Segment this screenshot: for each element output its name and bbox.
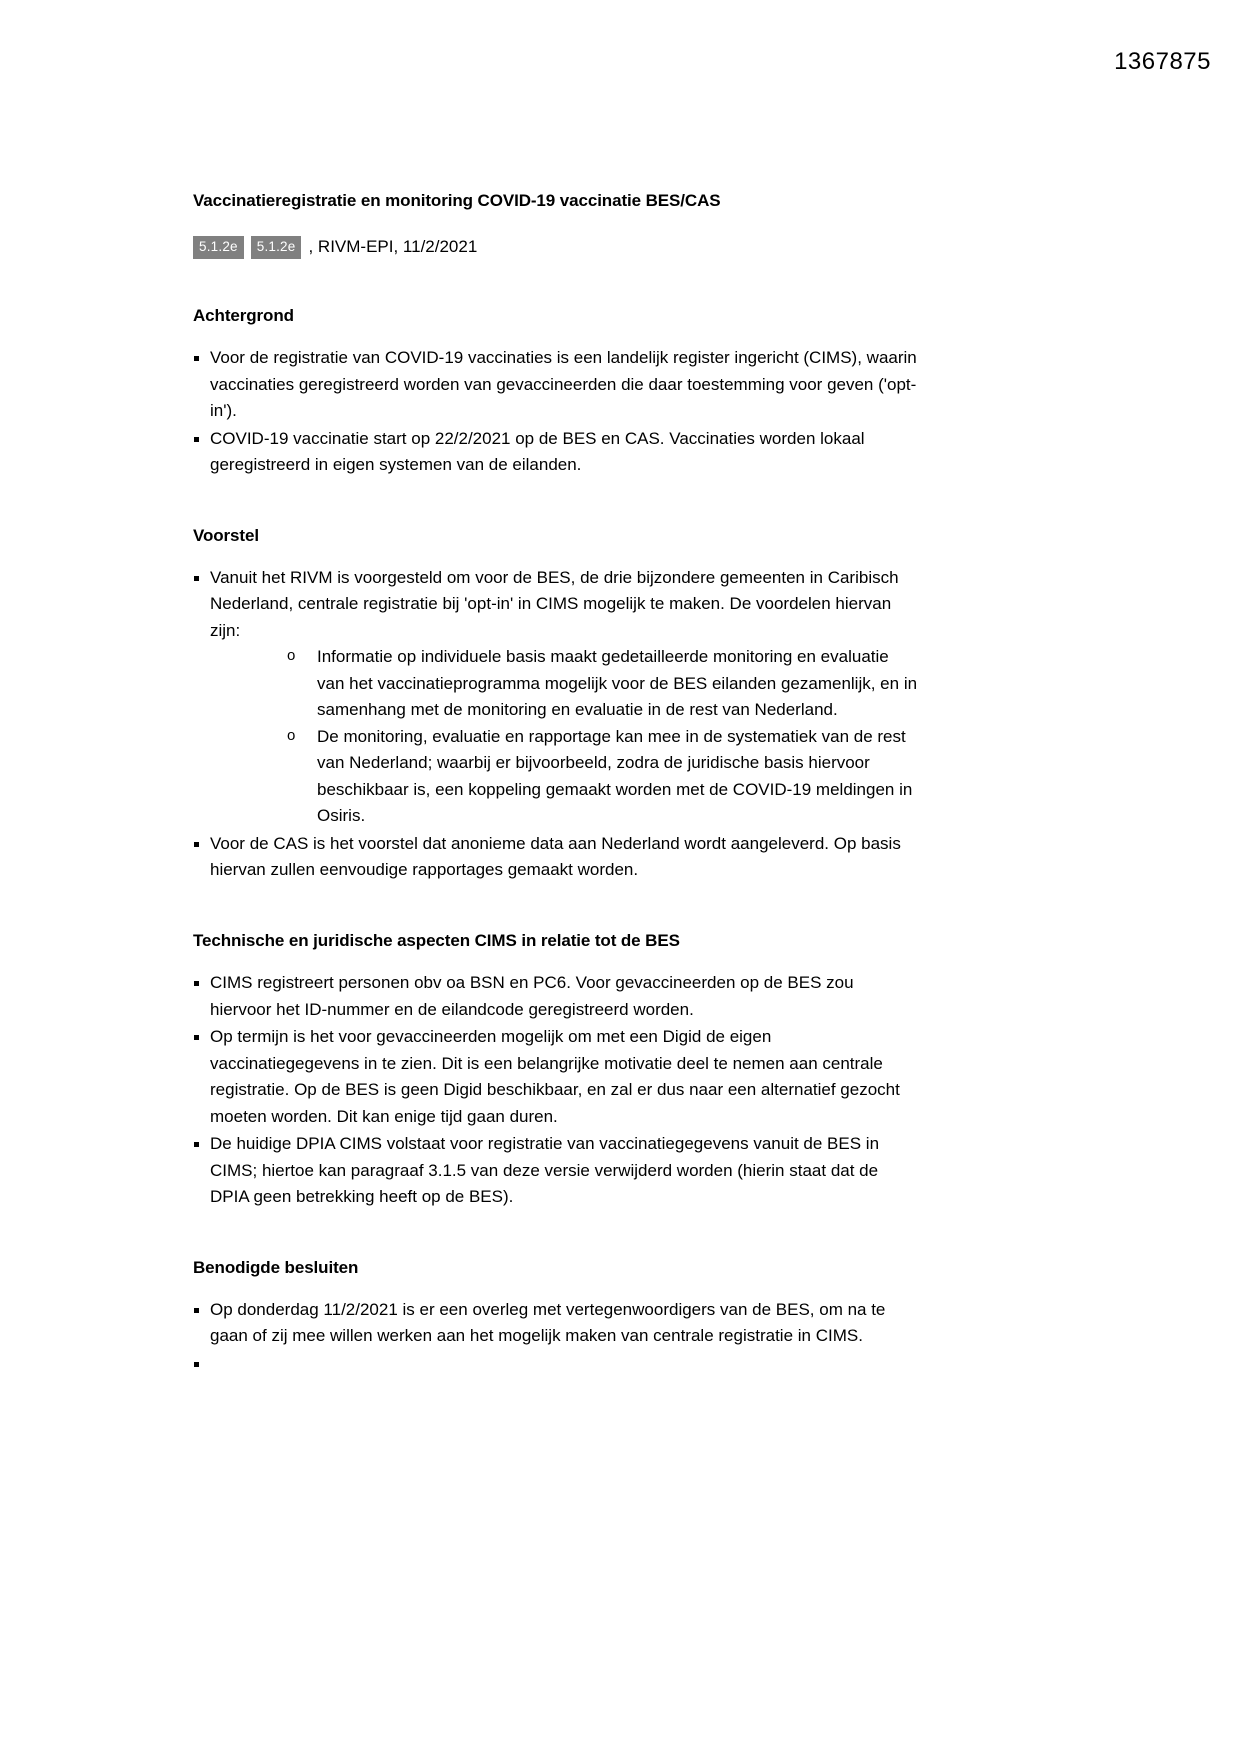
list-item bbox=[193, 1024, 918, 1130]
bullet-list bbox=[193, 565, 918, 884]
section-achtergrond bbox=[193, 305, 918, 479]
bullet-text: Op termijn is het voor gevaccineerden mogelijk om met een Digid de eigen vaccinatiegegevens in te zien. Dit is een belangrijke motivatie deel te nemen aan centrale registratie. Op de BES is geen Digid beschikbaar, en zal er dus naar een alternatief gezocht moeten worden. Dit kan enige tijd gaan duren. bbox=[210, 1027, 900, 1126]
sub-bullet-text: Informatie op individuele basis maakt gedetailleerde monitoring en evaluatie van het vaccinatieprogramma mogelijk voor de BES eilanden gezamenlijk, en in samenhang met de monitoring en evaluatie in de rest van Nederland. bbox=[317, 647, 918, 720]
section-technische-juridische-aspecten bbox=[193, 930, 918, 1211]
bullet-text: Vanuit het RIVM is voorgesteld om voor de BES, de drie bijzondere gemeenten in Caribisch Nederland, centrale registratie bij 'opt-in' in CIMS mogelijk te maken. De voordelen hiervan zijn: bbox=[210, 567, 899, 640]
sub-bullet-list bbox=[210, 644, 918, 830]
document-title: Vaccinatieregistratie en monitoring COVID-19 vaccinatie BES/CAS bbox=[193, 191, 721, 210]
bullet-text: Voor de registratie van COVID-19 vaccinaties is een landelijk register ingericht (CIMS), waarin vaccinaties geregistreerd worden van gevaccineerden die daar toestemming voor geven ('opt-in'). bbox=[210, 348, 917, 421]
redaction-box-1: 5.1.2e bbox=[193, 236, 244, 259]
list-item bbox=[193, 565, 918, 830]
bullet-text: Voor de CAS is het voorstel dat anonieme data aan Nederland wordt aangeleverd. Op basis hiervan zullen eenvoudige rapportages gemaakt worden. bbox=[210, 833, 901, 880]
document-byline bbox=[193, 236, 918, 259]
list-item-empty bbox=[193, 1351, 918, 1371]
section-heading: Voorstel bbox=[193, 525, 259, 545]
bullet-text: De huidige DPIA CIMS volstaat voor registratie van vaccinatiegegevens vanuit de BES in CIMS; hiertoe kan paragraaf 3.1.5 van deze versie verwijderd worden (hierin staat dat de DPIA geen betrekking heeft op de BES). bbox=[210, 1134, 880, 1207]
sub-bullet-text: De monitoring, evaluatie en rapportage kan mee in de systematiek van de rest van Nederland; waarbij er bijvoorbeeld, zodra de juridische basis hiervoor beschikbaar is, een koppeling gemaakt worden met de COVID-19 meldingen in Osiris. bbox=[317, 726, 913, 826]
bullet-list bbox=[193, 970, 918, 1211]
section-heading: Benodigde besluiten bbox=[193, 1257, 359, 1277]
byline-text: , RIVM-EPI, 11/2/2021 bbox=[308, 237, 478, 257]
section-heading: Achtergrond bbox=[193, 306, 294, 326]
section-heading: Technische en juridische aspecten CIMS in relatie tot de BES bbox=[193, 930, 680, 950]
document-body bbox=[193, 190, 918, 1372]
document-number: 1367875 bbox=[1114, 48, 1211, 75]
bullet-text: CIMS registreert personen obv oa BSN en PC6. Voor gevaccineerden op de BES zou hiervoor het ID-nummer en de eilandcode geregistreerd worden. bbox=[210, 973, 854, 1019]
sub-list-item bbox=[283, 724, 918, 830]
bullet-list bbox=[193, 345, 918, 479]
bullet-list bbox=[193, 1297, 918, 1371]
list-item bbox=[193, 345, 918, 425]
redaction-box-2: 5.1.2e bbox=[251, 236, 302, 259]
section-voorstel bbox=[193, 525, 918, 884]
list-item bbox=[193, 1297, 918, 1350]
bullet-text: Op donderdag 11/2/2021 is er een overleg met vertegenwoordigers van de BES, om na te gaan of zij mee willen werken aan het mogelijk maken van centrale registratie in CIMS. bbox=[210, 1299, 886, 1346]
bullet-text: COVID-19 vaccinatie start op 22/2/2021 op de BES en CAS. Vaccinaties worden lokaal geregistreerd in eigen systemen van de eilanden. bbox=[210, 428, 865, 475]
list-item bbox=[193, 970, 918, 1023]
list-item bbox=[193, 426, 918, 479]
list-item bbox=[193, 1131, 918, 1211]
sub-list-item bbox=[283, 644, 918, 724]
list-item bbox=[193, 831, 918, 884]
section-benodigde-besluiten bbox=[193, 1257, 918, 1371]
